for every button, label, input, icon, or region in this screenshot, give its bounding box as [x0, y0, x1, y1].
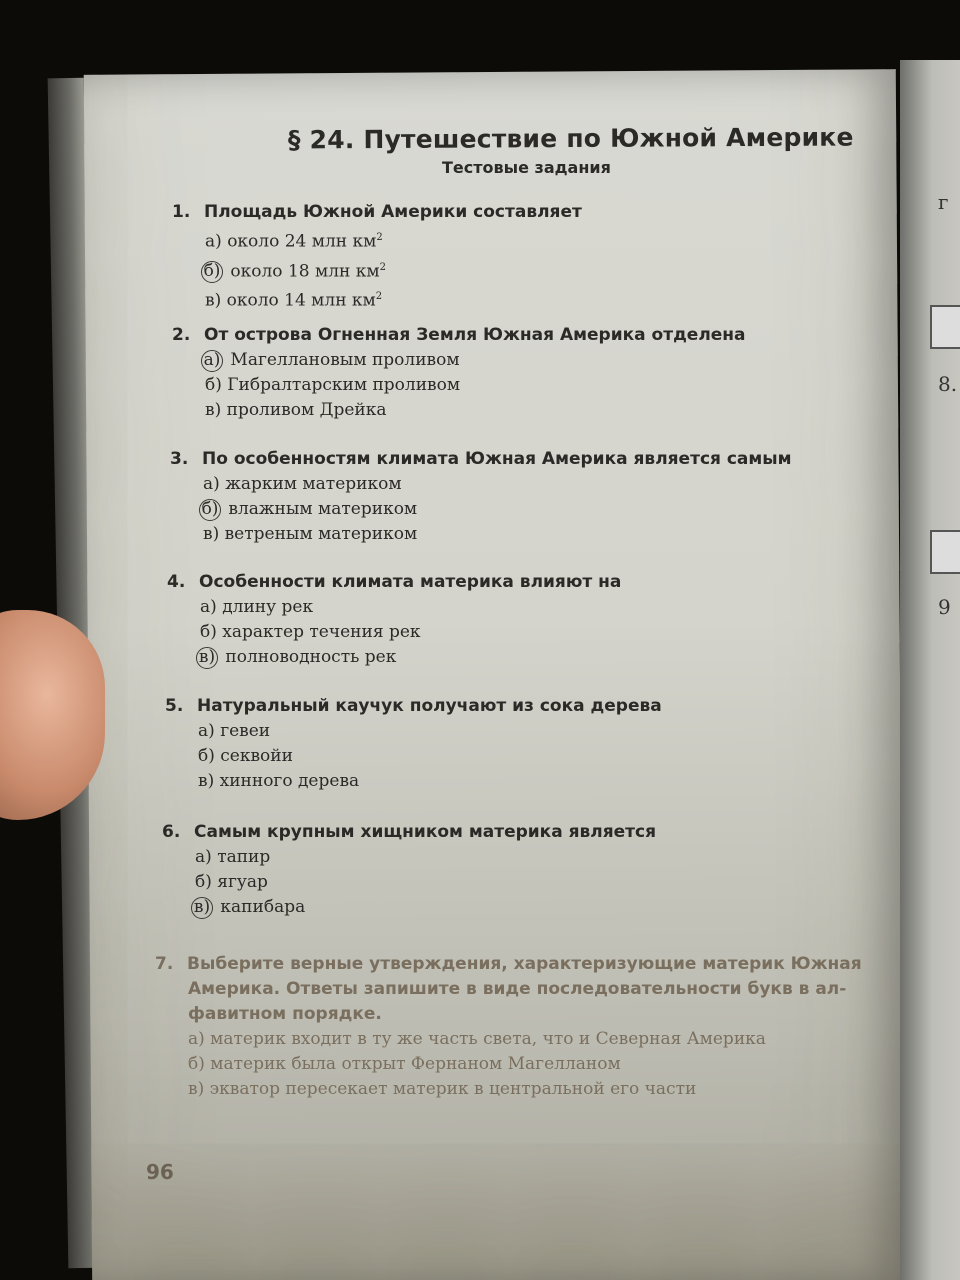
- option-letter: а): [205, 231, 222, 252]
- option-text: проливом Дрейка: [226, 400, 387, 420]
- answer-option-circled: [170, 497, 792, 522]
- option-letter: б): [198, 746, 215, 766]
- option-letter: в): [205, 290, 222, 311]
- option-letter: а): [201, 350, 223, 372]
- answer-option: [165, 744, 662, 769]
- option-text: ягуар: [217, 872, 268, 892]
- answer-option: [172, 225, 582, 255]
- option-text: Магеллановым проливом: [230, 350, 460, 370]
- option-text: капибара: [220, 897, 306, 917]
- answer-option: [167, 595, 621, 620]
- answer-option: [170, 522, 792, 547]
- question-heading: [155, 952, 915, 1027]
- question-number: 7.: [155, 954, 174, 974]
- page-number: 96: [146, 1160, 174, 1184]
- answer-option: [162, 870, 656, 895]
- question-number: 2.: [172, 325, 191, 345]
- answer-option: [165, 769, 662, 794]
- option-text: полноводность рек: [225, 647, 397, 667]
- option-letter: б): [205, 375, 222, 395]
- option-text: тапир: [217, 847, 271, 867]
- option-letter: а): [203, 474, 220, 494]
- option-text: секвойи: [220, 746, 293, 766]
- adjacent-page-fragment: 8.: [938, 372, 958, 396]
- question-2: [172, 323, 746, 423]
- answer-option: а) материк входит в ту же часть света, что и Северная Америка: [188, 1029, 766, 1049]
- option-text: ветреным материком: [224, 524, 418, 544]
- superscript: 2: [376, 232, 383, 243]
- option-letter: в): [191, 897, 213, 919]
- question-heading: [172, 323, 746, 348]
- answer-option: [167, 620, 621, 645]
- option-text: хинного дерева: [219, 771, 360, 791]
- answer-option: [172, 398, 746, 423]
- question-5: [165, 694, 662, 794]
- option-letter: б): [199, 499, 221, 521]
- option-letter: б): [195, 872, 212, 892]
- option-letter: б): [200, 622, 217, 642]
- question-text-line: Выберите верные утверждения, характеризующие материк Южная: [187, 954, 862, 974]
- option-text: гевеи: [220, 721, 271, 741]
- question-heading: [167, 570, 621, 595]
- answer-option: [162, 845, 656, 870]
- adjacent-page-fragment: г: [938, 190, 949, 214]
- option-text: около 24 млн км: [227, 231, 377, 252]
- question-text: По особенностям климата Южная Америка является самым: [202, 449, 792, 469]
- option-text: Гибралтарским проливом: [227, 375, 461, 395]
- question-text: От острова Огненная Земля Южная Америка отделена: [204, 325, 746, 345]
- superscript: 2: [375, 291, 383, 303]
- question-text: Особенности климата материка влияют на: [199, 572, 622, 592]
- section-subtitle: Тестовые задания: [442, 158, 611, 177]
- option-letter: в): [196, 647, 218, 669]
- question-1: [172, 200, 582, 314]
- option-text: длину рек: [222, 597, 314, 617]
- option-letter: а): [195, 847, 212, 867]
- question-number: 1.: [172, 202, 191, 222]
- question-3: [170, 447, 792, 547]
- adjacent-page-fragment: 9: [938, 595, 951, 619]
- answer-option: в) экватор пересекает материк в центральной его части: [188, 1079, 697, 1099]
- option-text: жарким материком: [225, 474, 402, 494]
- question-heading: [162, 820, 656, 845]
- question-text: Площадь Южной Америки составляет: [204, 202, 582, 222]
- question-text: Самым крупным хищником материка является: [194, 822, 657, 842]
- superscript: 2: [379, 261, 386, 273]
- section-title: § 24. Путешествие по Южной Америке: [287, 122, 854, 155]
- option-letter: а): [198, 721, 215, 741]
- option-text: около 14 млн км: [226, 290, 376, 311]
- option-text: характер течения рек: [222, 622, 421, 642]
- answer-option: [172, 284, 582, 314]
- question-heading: [165, 694, 662, 719]
- question-6: [162, 820, 656, 920]
- question-text-line: Америка. Ответы запишите в виде последовательности букв в ал-: [188, 979, 847, 999]
- option-letter: б): [201, 261, 223, 283]
- question-heading: [170, 447, 792, 472]
- question-number: 5.: [165, 696, 184, 716]
- question-text: Натуральный каучук получают из сока дерева: [197, 696, 662, 716]
- option-text: около 18 млн км: [230, 261, 380, 282]
- question-7: [155, 952, 915, 1102]
- answer-option: [170, 472, 792, 497]
- option-letter: в): [205, 400, 222, 420]
- answer-option-circled: [172, 348, 746, 373]
- question-number: 4.: [167, 572, 186, 592]
- option-letter: в): [203, 524, 220, 544]
- option-letter: в): [198, 771, 215, 791]
- question-text-line: фавитном порядке.: [188, 1004, 382, 1024]
- question-4: [167, 570, 621, 670]
- option-letter: а): [200, 597, 217, 617]
- answer-option-circled: [162, 895, 656, 920]
- answer-option-circled: [172, 255, 582, 285]
- question-number: 3.: [170, 449, 189, 469]
- answer-option: [172, 373, 746, 398]
- question-number: 6.: [162, 822, 181, 842]
- question-heading: [172, 200, 582, 225]
- answer-option: б) материк была открыт Фернаном Магелланом: [188, 1054, 621, 1074]
- answer-option: [165, 719, 662, 744]
- option-text: влажным материком: [228, 499, 418, 519]
- answer-option-circled: [167, 645, 621, 670]
